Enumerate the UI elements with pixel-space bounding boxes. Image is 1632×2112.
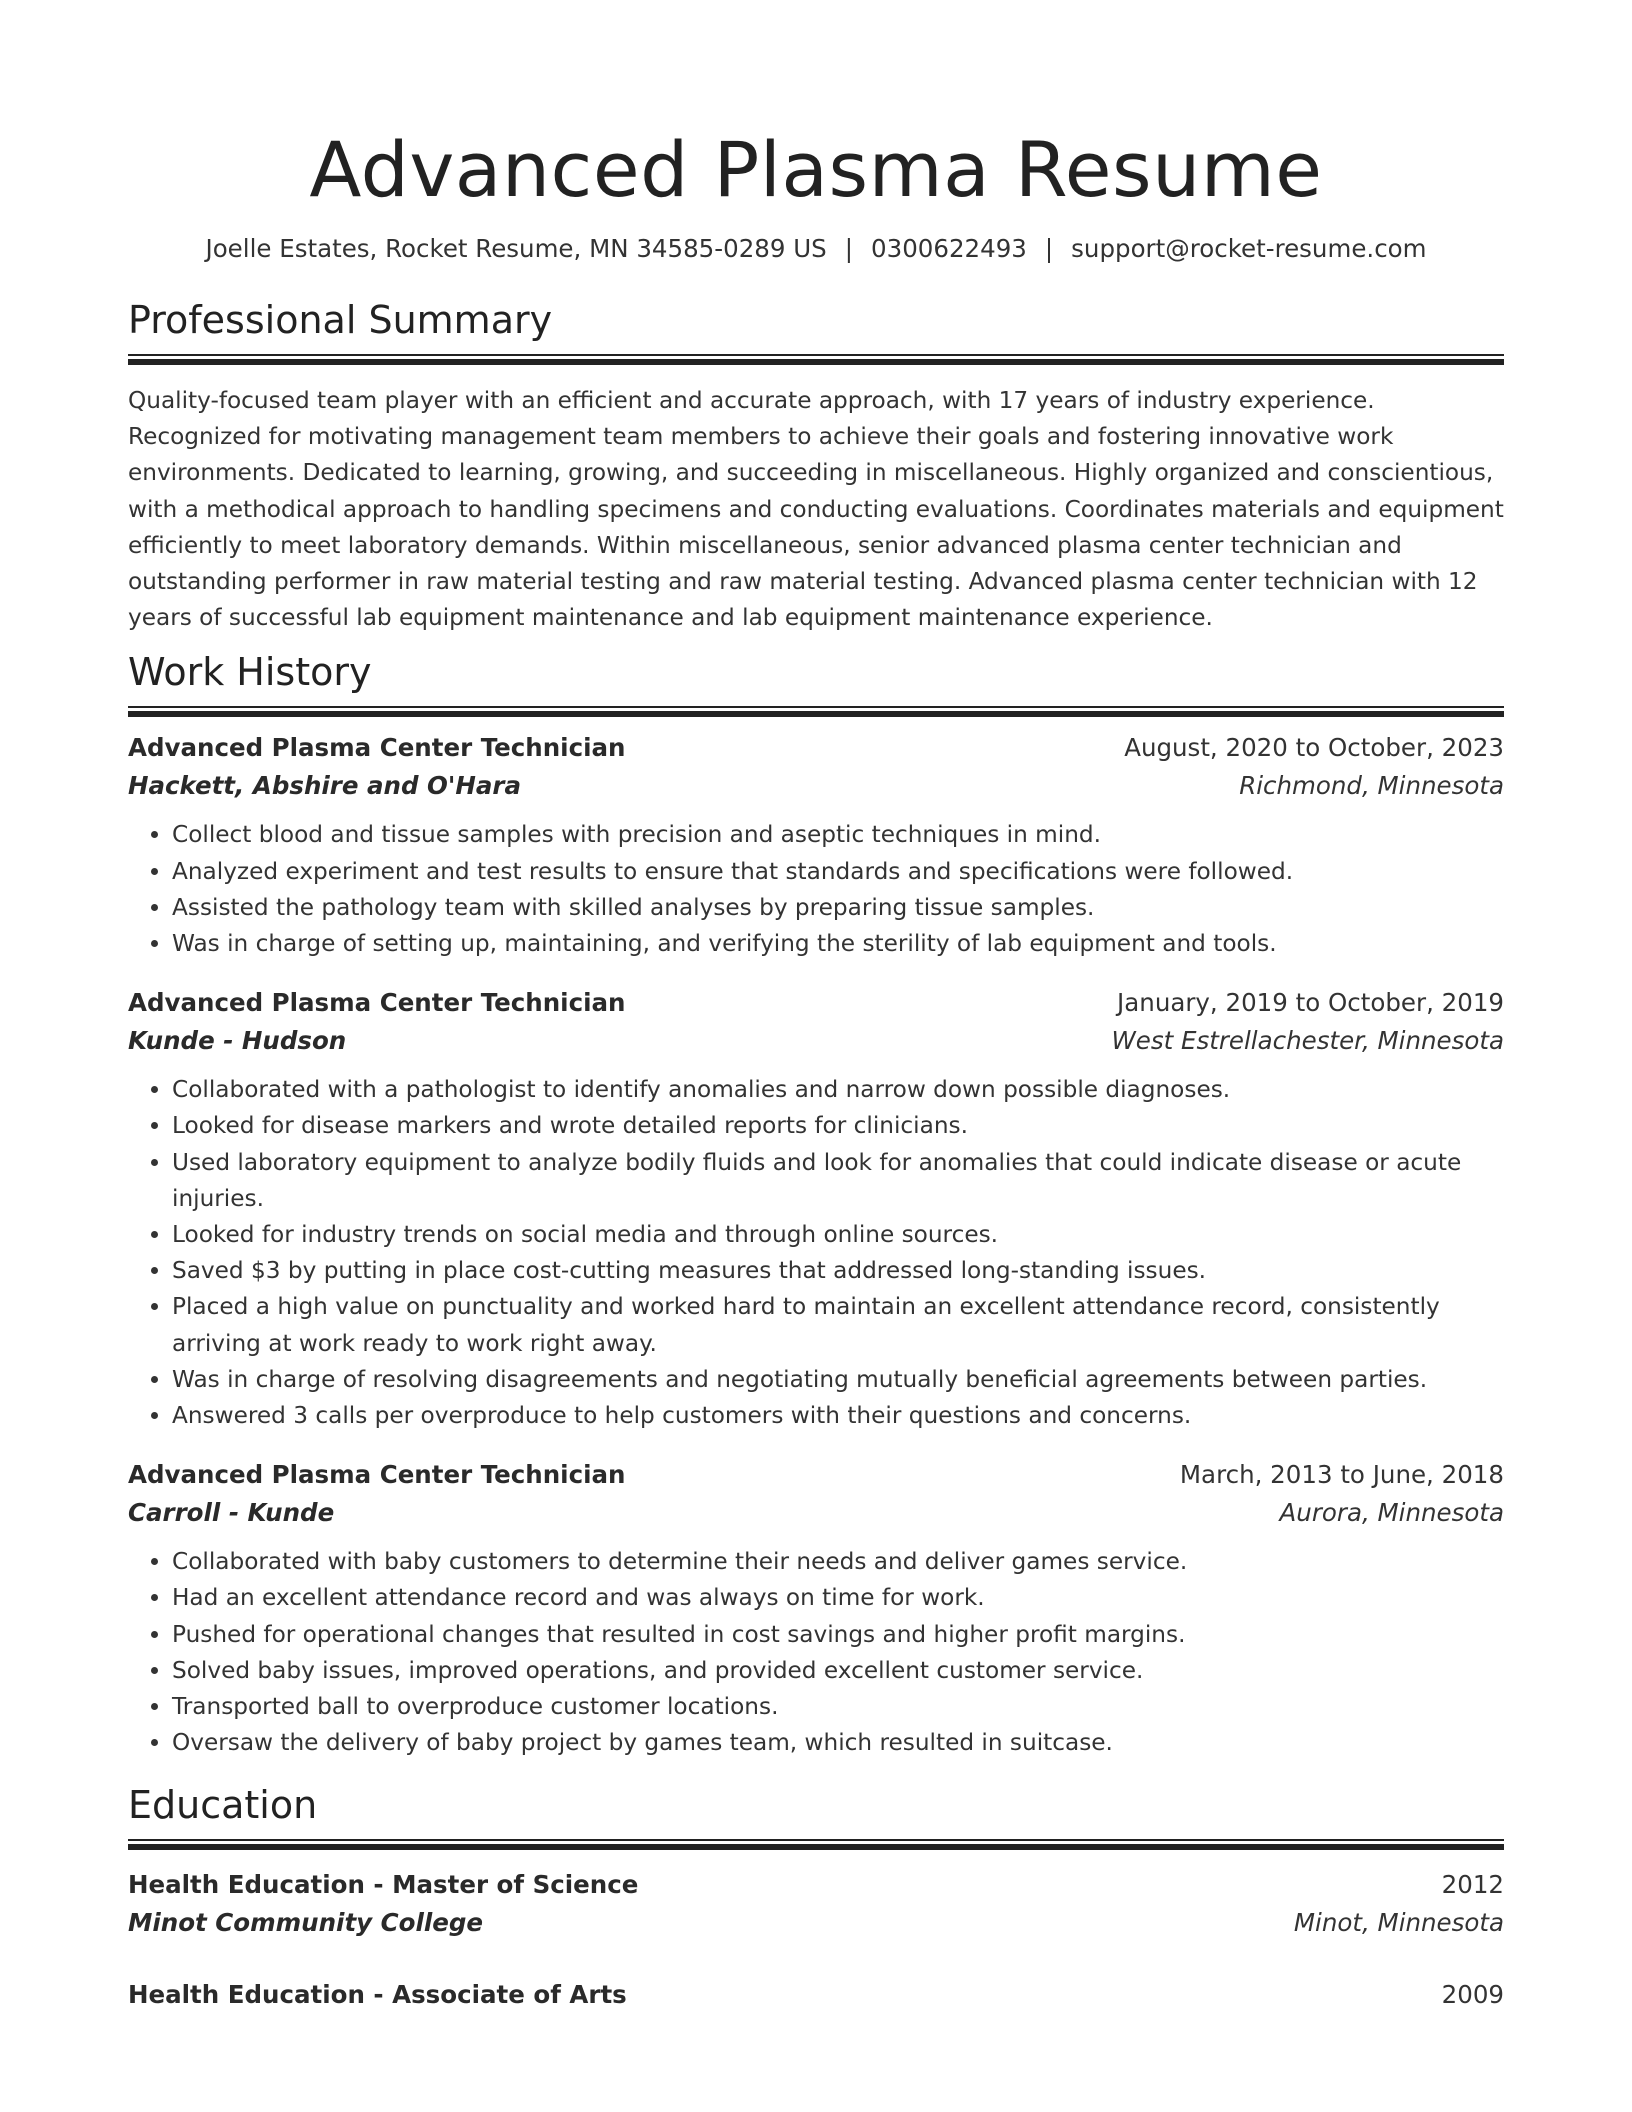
education-entry xyxy=(128,1866,1504,1942)
job-entry xyxy=(128,729,1504,962)
job-employer-row xyxy=(128,1022,1504,1060)
job-bullet: • Had an excellent attendance record and was always on time for work. xyxy=(172,1580,1504,1616)
job-bullet: • Transported ball to overproduce customer locations. xyxy=(172,1689,1504,1725)
contact-address: Joelle Estates, Rocket Resume, MN 34585-0289 US xyxy=(205,234,827,263)
job-dates: March, 2013 to June, 2018 xyxy=(1179,1460,1504,1490)
education-section xyxy=(128,1781,1504,2014)
job-header-row xyxy=(128,729,1504,767)
job-location: Richmond, Minnesota xyxy=(1239,771,1504,801)
education-entry xyxy=(128,1976,1504,2014)
job-entry xyxy=(128,984,1504,1434)
job-header-row xyxy=(128,984,1504,1022)
summary-text: Quality-focused team player with an efficient and accurate approach, with 17 years of industry experience. Recognized for motivating management team members to achieve their goals and fostering innovative work environments. Dedicated to learning, growing, and succeeding in miscellaneous. Highly organized and conscientious, with a methodical approach to handling specimens and conducting evaluations. Coordinates materials and equipment efficiently to meet laboratory demands. Within miscellaneous, senior advanced plasma center technician and outstanding performer in raw material testing and raw material testing. Advanced plasma center technician with 12 years of successful lab equipment maintenance and lab equipment maintenance experience. xyxy=(128,387,1504,632)
summary-section xyxy=(128,296,1504,636)
job-bullet: • Answered 3 calls per overproduce to help customers with their questions and concerns. xyxy=(172,1398,1504,1434)
job-title: Advanced Plasma Center Technician xyxy=(128,1460,626,1490)
job-employer: Kunde - Hudson xyxy=(128,1026,347,1056)
resume-page xyxy=(128,0,1504,2014)
contact-separator: | xyxy=(844,234,854,263)
job-bullet: • Was in charge of resolving disagreements and negotiating mutually beneficial agreements between parties. xyxy=(172,1362,1504,1398)
section-divider xyxy=(128,354,1504,365)
summary-heading: Professional Summary xyxy=(128,298,553,342)
education-school-row xyxy=(128,1904,1504,1942)
job-header-row xyxy=(128,1456,1504,1494)
job-bullet: • Looked for industry trends on social media and through online sources. xyxy=(172,1217,1504,1253)
education-degree-row xyxy=(128,1866,1504,1904)
work-history-section xyxy=(128,648,1504,1761)
job-location: Aurora, Minnesota xyxy=(1279,1498,1504,1528)
job-dates: January, 2019 to October, 2019 xyxy=(1117,988,1504,1018)
job-bullet: • Collaborated with a pathologist to identify anomalies and narrow down possible diagnoses. xyxy=(172,1072,1504,1108)
job-employer: Carroll - Kunde xyxy=(128,1498,335,1528)
contact-line xyxy=(128,232,1504,266)
education-degree: Health Education - Associate of Arts xyxy=(128,1980,627,2010)
contact-phone: 0300622493 xyxy=(871,234,1027,263)
job-dates: August, 2020 to October, 2023 xyxy=(1124,733,1504,763)
education-year: 2012 xyxy=(1441,1870,1504,1900)
job-bullet: • Saved $3 by putting in place cost-cutting measures that addressed long-standing issues. xyxy=(172,1253,1504,1289)
job-bullets xyxy=(128,817,1504,962)
job-bullet: • Looked for disease markers and wrote detailed reports for clinicians. xyxy=(172,1108,1504,1144)
job-bullets xyxy=(128,1072,1504,1434)
education-location: Minot, Minnesota xyxy=(1293,1908,1504,1938)
job-bullet: • Pushed for operational changes that resulted in cost savings and higher profit margins. xyxy=(172,1617,1504,1653)
job-employer-row xyxy=(128,1494,1504,1532)
work-history-heading: Work History xyxy=(128,650,372,695)
job-bullet: • Solved baby issues, improved operations, and provided excellent customer service. xyxy=(172,1653,1504,1689)
job-bullet: • Collect blood and tissue samples with precision and aseptic techniques in mind. xyxy=(172,817,1504,853)
education-degree: Health Education - Master of Science xyxy=(128,1870,639,1900)
education-year: 2009 xyxy=(1441,1980,1504,2010)
job-entry xyxy=(128,1456,1504,1761)
job-location: West Estrellachester, Minnesota xyxy=(1111,1026,1504,1056)
education-school: Minot Community College xyxy=(128,1908,484,1938)
job-bullet: • Oversaw the delivery of baby project by games team, which resulted in suitcase. xyxy=(172,1725,1504,1761)
job-bullet: • Was in charge of setting up, maintaining, and verifying the sterility of lab equipment and tools. xyxy=(172,926,1504,962)
job-bullet: • Placed a high value on punctuality and worked hard to maintain an excellent attendance record, consistently arriving at work ready to work right away. xyxy=(172,1289,1504,1361)
job-bullets xyxy=(128,1544,1504,1761)
job-title: Advanced Plasma Center Technician xyxy=(128,988,626,1018)
education-heading: Education xyxy=(128,1783,318,1828)
job-bullet: • Assisted the pathology team with skilled analyses by preparing tissue samples. xyxy=(172,890,1504,926)
job-title: Advanced Plasma Center Technician xyxy=(128,733,626,763)
section-divider xyxy=(128,1839,1504,1850)
education-degree-row xyxy=(128,1976,1504,2014)
section-divider xyxy=(128,706,1504,717)
job-employer-row xyxy=(128,767,1504,805)
contact-separator: | xyxy=(1044,234,1054,263)
job-employer: Hackett, Abshire and O'Hara xyxy=(128,771,522,801)
job-bullet: • Used laboratory equipment to analyze bodily fluids and look for anomalies that could indicate disease or acute injuries. xyxy=(172,1145,1504,1217)
resume-title: Advanced Plasma Resume xyxy=(309,125,1323,214)
job-bullet: • Analyzed experiment and test results to ensure that standards and specifications were followed. xyxy=(172,854,1504,890)
job-bullet: • Collaborated with baby customers to determine their needs and deliver games service. xyxy=(172,1544,1504,1580)
contact-email: support@rocket-resume.com xyxy=(1071,234,1427,263)
